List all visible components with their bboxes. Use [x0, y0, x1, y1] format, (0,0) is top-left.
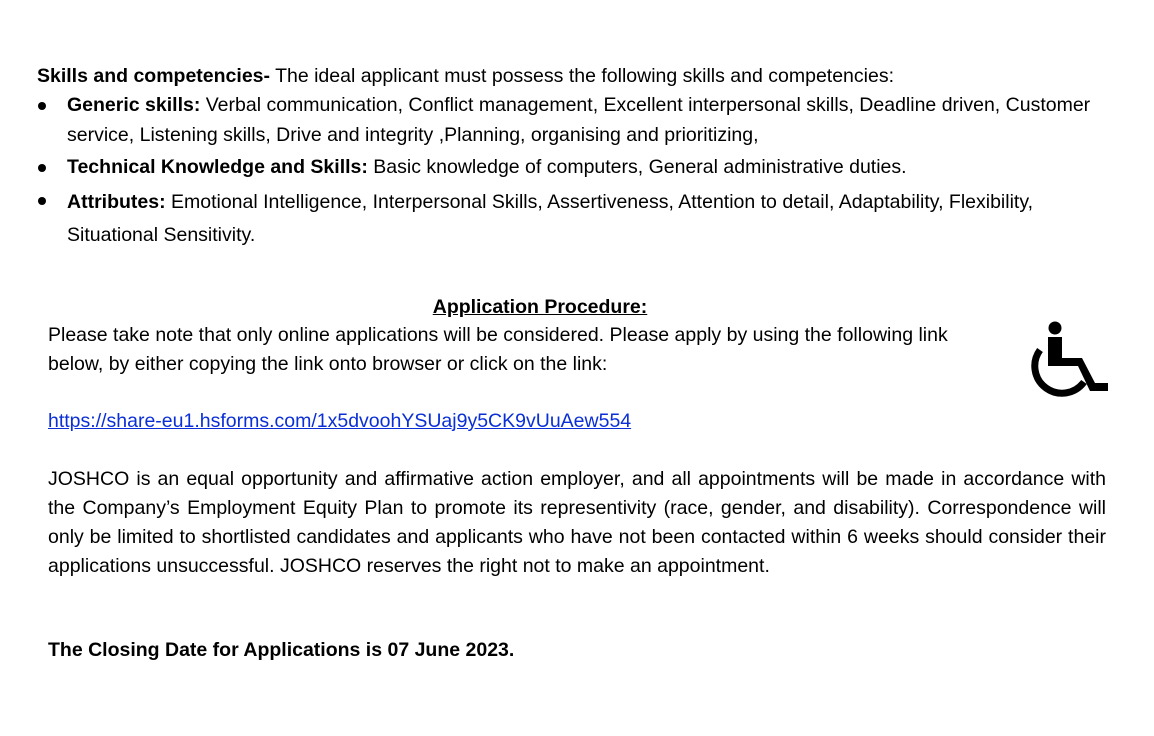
- bullet-icon: [38, 102, 46, 110]
- list-item-generic-skills: [37, 91, 1107, 150]
- technical-skills-label: Technical Knowledge and Skills:: [67, 156, 368, 178]
- skills-list: [37, 91, 1107, 256]
- technical-skills-text: Basic knowledge of computers, General administrative duties.: [367, 156, 907, 178]
- generic-skills-label: Generic skills:: [67, 94, 201, 116]
- skills-intro-text: The ideal applicant must possess the following skills and competencies:: [270, 65, 894, 87]
- wheelchair-icon: [1016, 320, 1120, 398]
- list-item-technical-skills: [37, 153, 1107, 183]
- attributes-text: Emotional Intelligence, Interpersonal Skills, Assertiveness, Attention to detail, Adaptability, Flexibility, Situational Sensitivity.: [67, 190, 1034, 246]
- application-note: Please take note that only online applications will be considered. Please apply by using the following link below, by either copying the link onto browser or click on the link:: [48, 324, 948, 375]
- bullet-icon: [38, 197, 46, 205]
- skills-intro: [37, 62, 1117, 91]
- generic-skills-text: Verbal communication, Conflict management, Excellent interpersonal skills, Deadline driven, Customer service, Listening skills, Drive and integrity ,Planning, organising and prioritizing,: [67, 94, 1091, 146]
- list-item-attributes: [37, 186, 1107, 253]
- equal-opportunity-statement: JOSHCO is an equal opportunity and affirmative action employer, and all appointments will be made in accordance with the Company’s Employment Equity Plan to promote its representivity (race, gender, and disability). Correspondence will only be limited to shortlisted candidates and applicants who have not been contacted within 6 weeks should consider their applications unsuccessful. JOSHCO reserves the right not to make an appointment.: [48, 468, 1106, 577]
- skills-heading: Skills and competencies-: [37, 65, 271, 87]
- attributes-label: Attributes:: [67, 190, 166, 213]
- closing-date: The Closing Date for Applications is 07 June 2023.: [48, 639, 515, 661]
- bullet-icon: [38, 164, 46, 172]
- application-procedure-heading: Application Procedure:: [432, 296, 648, 318]
- application-link[interactable]: https://share-eu1.hsforms.com/1x5dvoohYSUaj9y5CK9vUuAew554: [48, 410, 632, 432]
